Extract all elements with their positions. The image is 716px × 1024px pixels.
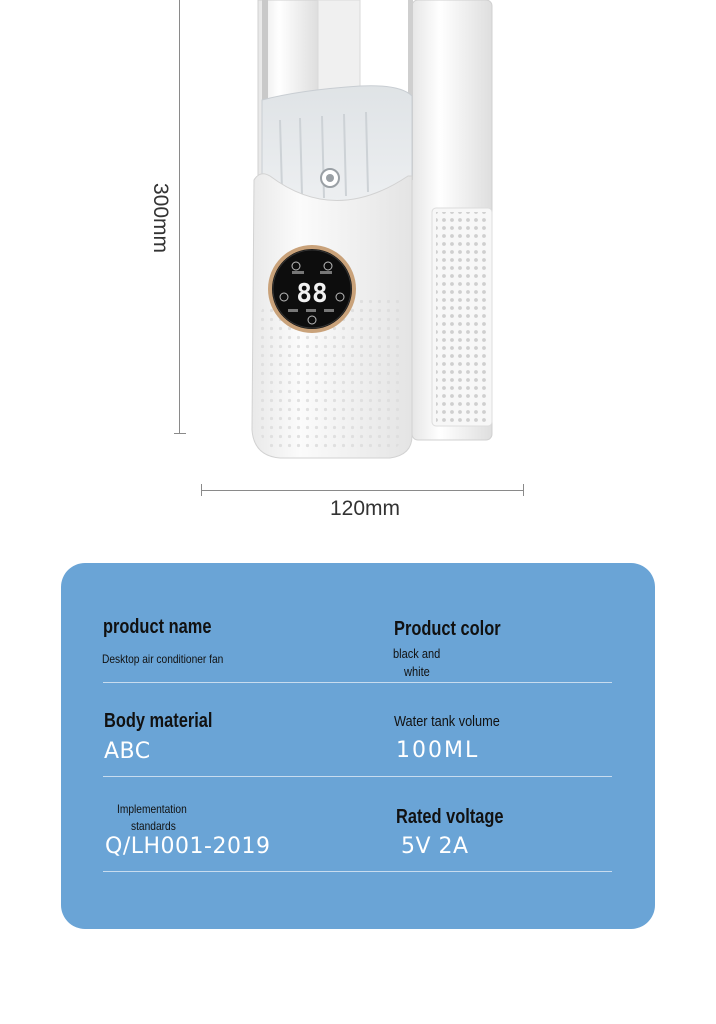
width-dimension-cap-right [523, 484, 524, 496]
rated-voltage-value: 5V 2A [401, 834, 469, 859]
row-divider [103, 682, 612, 683]
implementation-standards-value: Q/LH001-2019 [105, 834, 271, 859]
width-dimension-label: 120mm [329, 497, 401, 520]
product-color-value-line1: black and [393, 646, 441, 661]
width-dimension-line [201, 490, 524, 491]
row-divider [103, 871, 612, 872]
product-color-value-line2: white [404, 664, 430, 679]
control-display [268, 245, 356, 333]
body-material-label: Body material [104, 710, 213, 732]
implementation-standards-label-line2: standards [131, 819, 176, 833]
implementation-standards-label-line1: Implementation [117, 802, 187, 816]
product-name-value: Desktop air conditioner fan [102, 652, 224, 666]
height-dimension-label [140, 178, 180, 258]
product-color-label: Product color [394, 618, 501, 640]
product-image [240, 0, 510, 470]
rated-voltage-label: Rated voltage [396, 806, 504, 828]
height-dimension-text: 300mm [149, 182, 172, 254]
body-material-value: ABC [104, 739, 151, 764]
water-tank-volume-value: 100ML [396, 738, 480, 763]
height-dimension-cap [174, 433, 186, 434]
width-dimension-cap-left [201, 484, 202, 496]
row-divider [103, 776, 612, 777]
product-name-label: product name [103, 616, 212, 638]
display-digits: 88 [296, 279, 328, 309]
water-tank-volume-label: Water tank volume [394, 713, 500, 730]
